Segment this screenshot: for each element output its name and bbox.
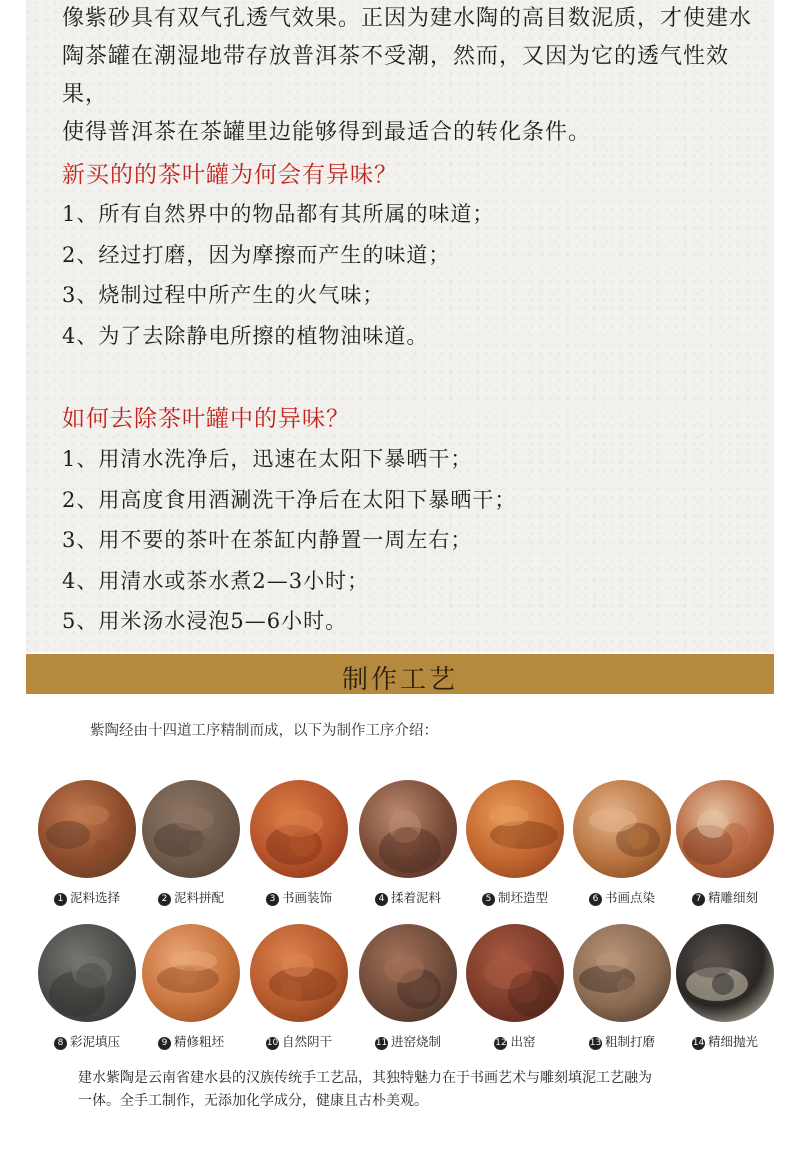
clay-blending-photo bbox=[142, 780, 240, 878]
step-label: 进窑烧制 bbox=[390, 1034, 441, 1049]
list-item: 4、为了去除静电所擦的植物油味道。 bbox=[62, 323, 429, 348]
process-step bbox=[136, 924, 246, 1050]
process-step bbox=[136, 780, 246, 906]
list-item: 4、用清水或茶水煮2—3小时； bbox=[62, 568, 370, 593]
process-step-caption bbox=[244, 1032, 354, 1050]
step-number-badge: 14 bbox=[692, 1038, 705, 1048]
question-heading-odor: 新买的的茶叶罐为何会有异味？ bbox=[62, 162, 398, 188]
step-label: 粗制打磨 bbox=[604, 1034, 655, 1049]
step-number-badge: 9 bbox=[158, 1037, 171, 1050]
process-step-caption bbox=[567, 1032, 677, 1050]
process-step bbox=[460, 924, 570, 1050]
step-label: 精细抛光 bbox=[707, 1034, 758, 1049]
question-heading-remove: 如何去除茶叶罐中的异味？ bbox=[62, 406, 350, 432]
calligraphy-painting-photo bbox=[573, 780, 671, 878]
step-number-badge: 12 bbox=[495, 1038, 507, 1048]
process-step-caption bbox=[353, 888, 463, 906]
process-step-caption bbox=[670, 888, 780, 906]
process-step-caption bbox=[353, 1032, 463, 1050]
step-number-badge: 4 bbox=[375, 893, 388, 906]
step-number-badge: 11 bbox=[375, 1038, 388, 1048]
kiln-firing-photo bbox=[359, 924, 457, 1022]
step-label: 精修粗坯 bbox=[173, 1034, 224, 1049]
step-label: 泥料选择 bbox=[69, 890, 120, 905]
color-clay-filling-photo bbox=[38, 924, 136, 1022]
list-item: 1、所有自然界中的物品都有其所属的味道； bbox=[62, 202, 495, 226]
step-label: 书画点染 bbox=[604, 890, 655, 905]
banner-title: 制作工艺 bbox=[341, 665, 458, 695]
process-step-caption bbox=[567, 888, 677, 906]
unloading-kiln-photo bbox=[466, 924, 564, 1022]
fine-carving-photo bbox=[676, 780, 774, 878]
step-number-badge: 10 bbox=[266, 1038, 279, 1048]
process-step-caption bbox=[670, 1032, 780, 1050]
process-step bbox=[567, 780, 677, 906]
process-step bbox=[32, 924, 142, 1050]
process-step-caption bbox=[32, 888, 142, 906]
step-label: 揉着泥料 bbox=[390, 890, 441, 905]
footer-line: 一体。全手工制作，无添加化学成分，健康且古朴美观。 bbox=[78, 1093, 428, 1109]
process-step bbox=[670, 780, 780, 906]
process-step-caption bbox=[136, 1032, 246, 1050]
step-number-badge: 7 bbox=[692, 893, 705, 906]
list-item: 1、用清水洗净后，迅速在太阳下暴晒干； bbox=[62, 447, 473, 471]
process-step-caption bbox=[244, 888, 354, 906]
step-number-badge: 6 bbox=[589, 893, 602, 906]
step-label: 出窑 bbox=[510, 1034, 536, 1049]
step-number-badge: 2 bbox=[158, 893, 171, 906]
air-drying-photo bbox=[250, 924, 348, 1022]
step-number-badge: 1 bbox=[54, 893, 67, 906]
list-item: 3、烧制过程中所产生的火气味； bbox=[62, 283, 385, 307]
list-item: 2、用高度食用酒涮洗干净后在太阳下暴晒干； bbox=[62, 487, 517, 512]
process-subtitle: 紫陶经由十四道工序精制而成，以下为制作工序介绍： bbox=[90, 723, 438, 739]
footer-line: 建水紫陶是云南省建水县的汉族传统手工艺品，其独特魅力在于书画艺术与雕刻填泥工艺融为 bbox=[78, 1070, 652, 1086]
fine-polishing-photo bbox=[676, 924, 774, 1022]
process-step-caption bbox=[460, 888, 570, 906]
step-label: 自然阴干 bbox=[281, 1034, 332, 1049]
process-step bbox=[32, 780, 142, 906]
section-banner bbox=[26, 654, 774, 694]
list-item: 3、用不要的茶叶在茶缸内静置一周左右； bbox=[62, 528, 473, 552]
process-step bbox=[353, 924, 463, 1050]
step-label: 泥料拼配 bbox=[173, 890, 224, 905]
intro-paragraph bbox=[62, 0, 762, 152]
process-step bbox=[670, 924, 780, 1050]
process-step-caption bbox=[32, 1032, 142, 1050]
list-item: 2、经过打磨，因为摩擦而产生的味道； bbox=[62, 242, 451, 267]
kneading-clay-photo bbox=[359, 780, 457, 878]
intro-line: 使得普洱茶在茶罐里边能够得到最适合的转化条件。 bbox=[62, 120, 592, 145]
intro-line: 像紫砂具有双气孔透气效果。正因为建水陶的高目数泥质，才使建水 bbox=[62, 6, 753, 31]
step-number-badge: 13 bbox=[589, 1038, 602, 1048]
process-step-caption bbox=[460, 1032, 570, 1050]
process-step bbox=[244, 780, 354, 906]
step-label: 制坯造型 bbox=[497, 890, 548, 905]
process-steps-row-2 bbox=[26, 924, 774, 1074]
process-step-caption bbox=[136, 888, 246, 906]
clay-selection-photo bbox=[38, 780, 136, 878]
throwing-photo bbox=[466, 780, 564, 878]
footer-paragraph bbox=[78, 1067, 738, 1113]
step-label: 彩泥填压 bbox=[69, 1034, 120, 1049]
step-label: 书画装饰 bbox=[281, 890, 332, 905]
step-number-badge: 3 bbox=[266, 893, 279, 906]
process-step bbox=[353, 780, 463, 906]
refining-blank-photo bbox=[142, 924, 240, 1022]
process-step bbox=[460, 780, 570, 906]
odor-causes-list bbox=[62, 194, 494, 356]
process-step bbox=[244, 924, 354, 1050]
odor-removal-list bbox=[62, 439, 516, 642]
step-number-badge: 5 bbox=[482, 893, 495, 906]
intro-line: 陶茶罐在潮湿地带存放普洱茶不受潮，然而，又因为它的透气性效果， bbox=[62, 44, 730, 107]
process-step bbox=[567, 924, 677, 1050]
process-steps-row-1 bbox=[26, 780, 774, 930]
step-number-badge: 8 bbox=[54, 1037, 67, 1050]
list-item: 5、用米汤水浸泡5—6小时。 bbox=[62, 609, 348, 633]
rough-polishing-photo bbox=[573, 924, 671, 1022]
painting-decoration-photo bbox=[250, 780, 348, 878]
step-label: 精雕细刻 bbox=[707, 890, 758, 905]
